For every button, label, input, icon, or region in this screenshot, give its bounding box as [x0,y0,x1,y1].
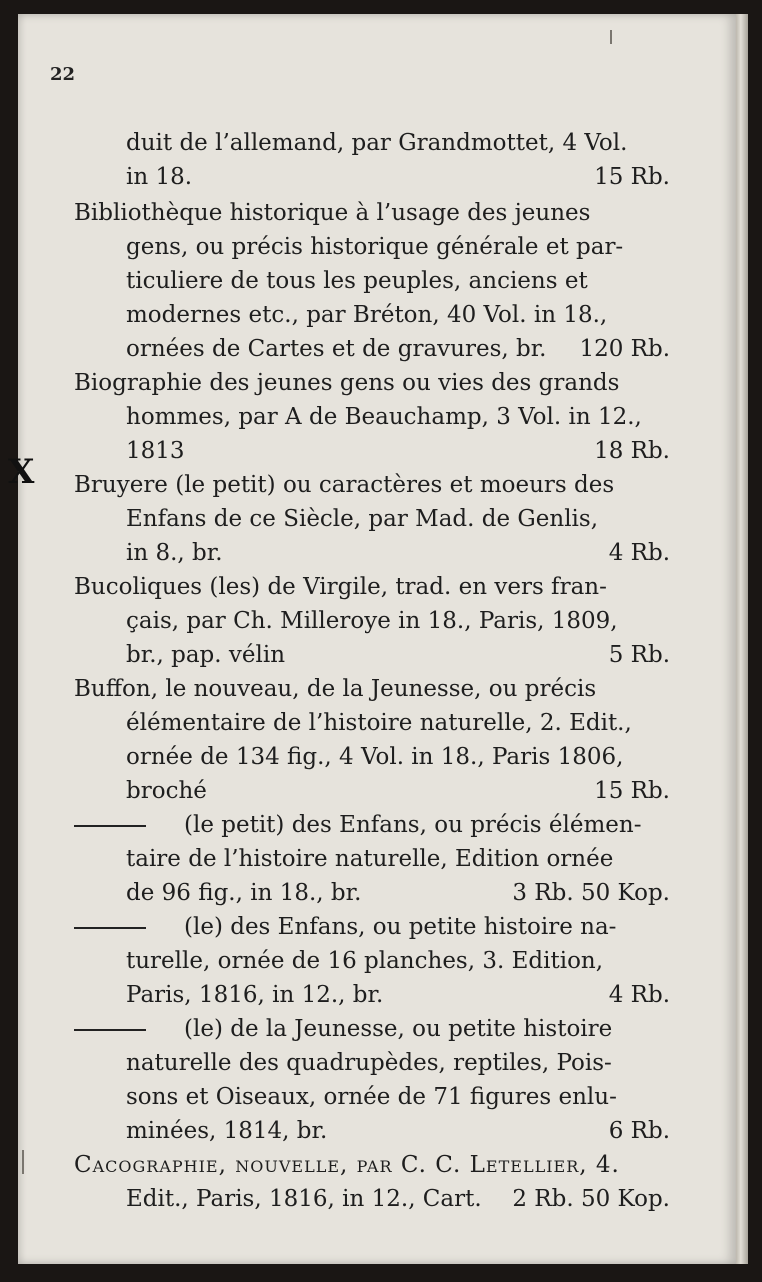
entry-line: naturelle des quadrupèdes, reptiles, Pois- [126,1050,612,1076]
entry-line: Bruyere (le petit) ou caractères et moeurs des [74,472,615,498]
entry-line-ditto: (le) de la Jeunesse, ou petite histoire [74,1014,612,1044]
entry-line: ornées de Cartes et de gravures, br. [126,336,547,362]
entry-line: Bucoliques (les) de Virgile, trad. en vers fran- [74,574,607,600]
entry-line: ornée de 134 fig., 4 Vol. in 18., Paris 1806, [126,744,624,770]
entry-price: 4 Rb. [608,540,670,566]
entry-line: Biographie des jeunes gens ou vies des grands [74,370,620,396]
entry-line: in 8., br. [126,540,223,566]
entry-line-ditto: (le petit) des Enfans, ou précis élémen- [74,810,641,840]
entry-line: sons et Oiseaux, ornée de 71 figures enlu- [126,1084,617,1110]
entry-line: Paris, 1816, in 12., br. [126,982,384,1008]
entry-price: 5 Rb. [608,642,670,668]
entry-line: duit de l’allemand, par Grandmottet, 4 Vol. [126,130,628,156]
entry-line: turelle, ornée de 16 planches, 3. Edition, [126,948,604,974]
entry-line: gens, ou précis historique générale et par- [126,234,624,260]
page-mark [610,30,612,44]
entry-line: Enfans de ce Siècle, par Mad. de Genlis, [126,506,599,532]
entry-price: 15 Rb. [594,778,670,804]
entry-line: Buffon, le nouveau, de la Jeunesse, ou précis [74,676,597,702]
entry-line: Cacographie, nouvelle, par C. C. Letellier, 4. [74,1152,620,1178]
entry-line-ditto: (le) des Enfans, ou petite histoire na- [74,912,616,942]
ditto-dash [74,927,146,929]
entry-price: 4 Rb. [608,982,670,1008]
entry-price: 2 Rb. 50 Kop. [512,1186,670,1212]
entry-line: br., pap. vélin [126,642,286,668]
ditto-dash [74,825,146,827]
entry-line: Bibliothèque historique à l’usage des jeunes [74,200,591,226]
page-edge [736,14,748,1264]
entry-line: hommes, par A de Beauchamp, 3 Vol. in 12., [126,404,642,430]
entry-line: élémentaire de l’histoire naturelle, 2. Edit., [126,710,632,736]
entry-line: de 96 fig., in 18., br. [126,880,362,906]
entry-price: 15 Rb. [594,164,670,190]
entry-line: in 18. [126,164,193,190]
entry-price: 3 Rb. 50 Kop. [512,880,670,906]
entry-price: 120 Rb. [579,336,670,362]
page-mark [22,1150,24,1174]
entry-line: ticuliere de tous les peuples, anciens et [126,268,588,294]
ditto-dash [74,1029,146,1031]
entry-line: 1813 [126,438,185,464]
page-number: 22 [50,64,76,85]
entry-price: 6 Rb. [608,1118,670,1144]
margin-x-mark: X [8,452,35,492]
entry-line: çais, par Ch. Milleroye in 18., Paris, 1809, [126,608,618,634]
entry-line: taire de l’histoire naturelle, Edition ornée [126,846,614,872]
entry-line: modernes etc., par Bréton, 40 Vol. in 18., [126,302,608,328]
entry-line: minées, 1814, br. [126,1118,328,1144]
entry-line: broché [126,778,207,804]
entry-price: 18 Rb. [594,438,670,464]
entry-line: Edit., Paris, 1816, in 12., Cart. [126,1186,482,1212]
